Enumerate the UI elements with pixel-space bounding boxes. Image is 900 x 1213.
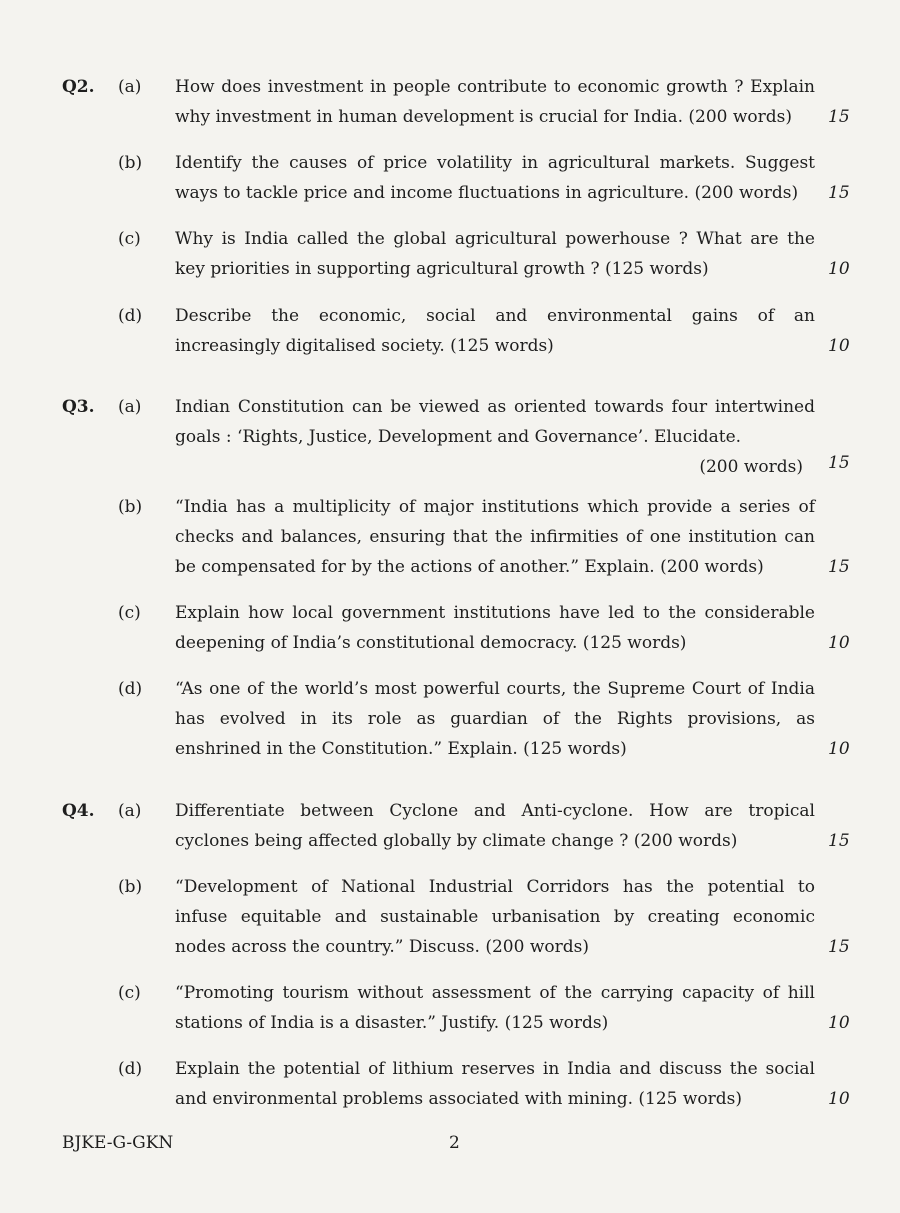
part-text <box>175 796 815 856</box>
part-text <box>175 392 815 482</box>
text-line: (200 words) <box>699 457 803 477</box>
text-line: Describe the economic, social and environmental gains of an <box>175 306 815 326</box>
part-label: (d) <box>118 306 143 326</box>
part-label: (c) <box>118 603 141 623</box>
question-number: Q4. <box>62 801 95 821</box>
marks: 15 <box>828 107 850 127</box>
text-line: ways to tackle price and income fluctuations in agriculture. (200 words) <box>175 183 799 203</box>
text-line: has evolved in its role as guardian of the Rights provisions, as <box>175 709 815 729</box>
part-text <box>175 72 815 132</box>
part-text <box>175 301 815 361</box>
part-text <box>175 148 815 208</box>
part-text <box>175 978 815 1038</box>
marks: 10 <box>828 739 850 759</box>
text-line: stations of India is a disaster.” Justify. (125 words) <box>175 1013 609 1033</box>
text-line: Indian Constitution can be viewed as oriented towards four intertwined <box>175 397 815 417</box>
page-number: 2 <box>449 1133 460 1153</box>
marks: 15 <box>828 557 850 577</box>
part-label: (d) <box>118 679 143 699</box>
text-line: “India has a multiplicity of major institutions which provide a series of <box>175 497 815 517</box>
part-label: (c) <box>118 983 141 1003</box>
marks: 15 <box>828 831 850 851</box>
part-text <box>175 492 815 582</box>
text-line: Differentiate between Cyclone and Anti-cyclone. How are tropical <box>175 801 815 821</box>
text-line: “As one of the world’s most powerful courts, the Supreme Court of India <box>175 679 815 699</box>
part-label: (b) <box>118 497 143 517</box>
part-text <box>175 598 815 658</box>
text-line: checks and balances, ensuring that the infirmities of one institution can <box>175 527 815 547</box>
text-line: and environmental problems associated with mining. (125 words) <box>175 1089 743 1109</box>
marks: 10 <box>828 259 850 279</box>
text-line: Identify the causes of price volatility in agricultural markets. Suggest <box>175 153 815 173</box>
part-label: (d) <box>118 1059 143 1079</box>
text-line: How does investment in people contribute to economic growth ? Explain <box>175 77 815 97</box>
marks: 10 <box>828 336 850 356</box>
part-label: (a) <box>118 801 142 821</box>
text-line: why investment in human development is crucial for India. (200 words) <box>175 107 793 127</box>
part-text <box>175 872 815 962</box>
question-number: Q2. <box>62 77 95 97</box>
text-line: increasingly digitalised society. (125 words) <box>175 336 554 356</box>
part-text <box>175 674 815 764</box>
part-label: (b) <box>118 153 143 173</box>
part-label: (c) <box>118 229 141 249</box>
text-line: enshrined in the Constitution.” Explain. (125 words) <box>175 739 627 759</box>
marks: 10 <box>828 633 850 653</box>
text-line: goals : ‘Rights, Justice, Development and Governance’. Elucidate. <box>175 427 742 447</box>
part-label: (a) <box>118 397 142 417</box>
part-label: (a) <box>118 77 142 97</box>
question-number: Q3. <box>62 397 95 417</box>
text-line: Explain how local government institutions have led to the considerable <box>175 603 815 623</box>
text-line: Explain the potential of lithium reserves in India and discuss the social <box>175 1059 815 1079</box>
marks: 15 <box>828 183 850 203</box>
part-text <box>175 1054 815 1114</box>
part-text <box>175 224 815 284</box>
text-line: “Development of National Industrial Corridors has the potential to <box>175 877 815 897</box>
text-line: deepening of India’s constitutional democracy. (125 words) <box>175 633 687 653</box>
text-line: cyclones being affected globally by climate change ? (200 words) <box>175 831 738 851</box>
text-line: nodes across the country.” Discuss. (200 words) <box>175 937 589 957</box>
marks: 10 <box>828 1089 850 1109</box>
marks: 15 <box>828 453 850 473</box>
text-line: “Promoting tourism without assessment of the carrying capacity of hill <box>175 983 815 1003</box>
text-line: be compensated for by the actions of another.” Explain. (200 words) <box>175 557 764 577</box>
paper-code: BJKE-G-GKN <box>62 1133 174 1153</box>
part-label: (b) <box>118 877 143 897</box>
text-line: infuse equitable and sustainable urbanisation by creating economic <box>175 907 815 927</box>
marks: 10 <box>828 1013 850 1033</box>
text-line: Why is India called the global agricultural powerhouse ? What are the <box>175 229 815 249</box>
marks: 15 <box>828 937 850 957</box>
text-line: key priorities in supporting agricultural growth ? (125 words) <box>175 259 709 279</box>
